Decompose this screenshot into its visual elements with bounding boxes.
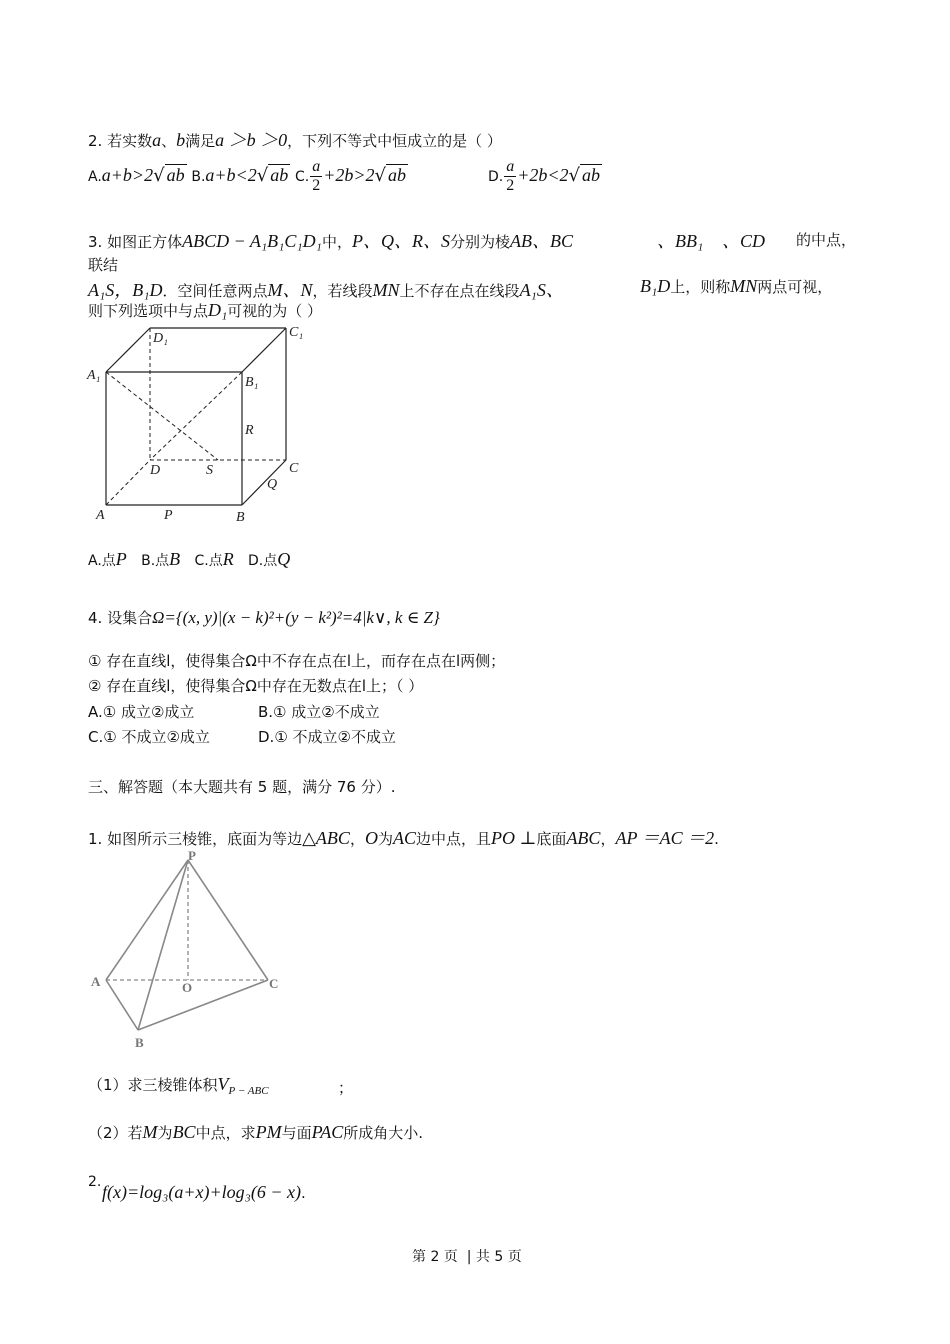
q2-option-c-radicand: ab — [387, 165, 406, 185]
fraction-denominator: 2 — [312, 177, 321, 194]
q2-option-c-label: C. — [294, 169, 310, 185]
p1-comma2: ， — [600, 830, 616, 848]
pyramid-label-a: A — [91, 974, 101, 989]
q3-text-d: 上不存在点在线段 — [399, 282, 520, 300]
q3-option-c-val: R — [222, 549, 234, 569]
p1-abc: ABC — [566, 828, 601, 848]
p1-stem — [88, 824, 719, 850]
pyramid-label-c: C — [269, 976, 279, 991]
q4-item-2: ② 存在直线l，使得集合Ω中存在无数点在l上；（ ） — [88, 677, 424, 695]
q3-options — [88, 549, 290, 570]
p1-sub2-text-a: （2）若 — [88, 1124, 143, 1142]
label-d: D — [150, 463, 161, 478]
q2-option-a-radicand: ab — [166, 165, 185, 185]
q2-option-d-fraction — [504, 158, 516, 195]
q4-option-a: A.① 成立②成立 — [88, 703, 195, 721]
label-r: R — [245, 423, 254, 438]
radical-icon: √ — [568, 165, 581, 186]
q3-mn2: MN — [372, 280, 400, 300]
p2-number: 2. — [88, 1174, 102, 1190]
p1-sub2-text-b: 为 — [157, 1124, 173, 1142]
p1-equation: AP ＝AC ＝2 — [615, 828, 715, 848]
label-a1: A₁ — [87, 368, 101, 383]
q2-mid: 满足 — [185, 132, 216, 150]
q3-seg: A₁S、 — [519, 280, 564, 300]
q3-line3 — [88, 276, 564, 302]
label-d1: D₁ — [153, 331, 168, 346]
fraction-numerator: a — [312, 158, 321, 175]
radical-icon: √ — [153, 165, 165, 186]
q3-text-f: 两点可视， — [757, 278, 833, 296]
label-b: B — [236, 510, 245, 525]
q3-text-b: ．空间任意两点 — [162, 282, 268, 300]
q3-line2: 联结 — [88, 256, 119, 274]
q4-option-b: B.① 成立②不成立 — [258, 703, 380, 721]
q3-prefix: 3. 如图正方体 — [88, 233, 183, 251]
q3-cube-name: ABCD − A₁B₁C₁D₁ — [182, 231, 322, 251]
q4-item-1: ① 存在直线l，使得集合Ω中不存在点在l上，而存在点在l两侧； — [88, 652, 506, 670]
q3-line4-b: 可视的为（ ） — [227, 302, 323, 320]
q2-var-a: a — [152, 130, 162, 150]
q3-line4-a: 则下列选项中与点 — [88, 302, 209, 320]
p2-function: f(x)=log₃(a+x)+log₃(6 − x) — [102, 1182, 302, 1202]
q2-option-c-expr: +2b>2 — [323, 165, 375, 185]
q2-var-b: b — [176, 130, 186, 150]
pyramid-label-b: B — [135, 1035, 144, 1050]
q2-option-d-radicand: ab — [582, 165, 601, 185]
label-a: A — [96, 508, 105, 523]
q2-option-a-expr: a+b>2 — [101, 165, 154, 185]
q2-option-d-label: D. — [488, 169, 504, 185]
q3-option-d: D.点 — [248, 553, 278, 569]
p1-sub2-text-e: 所成角大小. — [343, 1124, 424, 1142]
q2-sep: 、 — [161, 132, 177, 150]
pyramid-diagram — [86, 848, 286, 1053]
q3-point-d1: D₁ — [208, 300, 228, 320]
p1-sub2-pac: PAC — [311, 1122, 344, 1142]
q3-option-a-val: P — [115, 549, 127, 569]
q2-option-c-fraction — [310, 158, 322, 195]
p2-expr — [102, 1182, 306, 1203]
p1-sub1 — [88, 1074, 269, 1097]
q3-mn: M、N — [267, 280, 313, 300]
q3-option-b: B.点 — [141, 553, 170, 569]
radical-icon: √ — [374, 165, 386, 186]
p1-sub2-m: M — [142, 1122, 158, 1142]
q3-edge3: 、BB₁ — [657, 231, 704, 251]
p1-text-c: 为 — [377, 830, 393, 848]
p1-sub1-text: （1）求三棱锥体积 — [88, 1076, 218, 1094]
p1-sub1-v: V — [217, 1074, 229, 1094]
page-footer — [412, 1246, 522, 1266]
q3-seg-a1s: A₁S，B₁D — [88, 280, 163, 300]
footer-total-pages: 共 5 页 — [475, 1249, 522, 1265]
q4-prefix: 4. 设集合 — [88, 609, 153, 627]
label-b1: B₁ — [245, 375, 259, 390]
q3-edges: AB、BC — [509, 231, 573, 251]
fraction-denominator: 2 — [506, 177, 515, 194]
q3-text-c: ，若线段 — [312, 282, 373, 300]
p1-text-e: 底面 — [536, 830, 567, 848]
p1-sub1-subscript: P − ABC — [228, 1085, 269, 1097]
q3-line1 — [88, 227, 573, 253]
q3-points: P、Q、R、S — [351, 231, 450, 251]
q3-mid: 中， — [321, 233, 352, 251]
label-s: S — [206, 463, 213, 478]
q4-option-d: D.① 不成立②不成立 — [258, 728, 396, 746]
p1-comma: ， — [349, 830, 365, 848]
q3-option-d-val: Q — [277, 549, 291, 569]
p1-ac: AC — [392, 828, 416, 848]
footer-separator: | — [466, 1249, 472, 1265]
p1-sub1-end: ； — [338, 1079, 354, 1097]
q2-option-d-expr: +2b<2 — [517, 165, 569, 185]
p1-text-d: 边中点，且 — [415, 830, 491, 848]
q4-stem — [88, 607, 440, 628]
footer-page-number: 第 2 页 — [412, 1249, 458, 1265]
q3-text-e: 上，则称 — [670, 278, 731, 296]
fraction-numerator: a — [506, 158, 515, 175]
section-heading: 三、解答题（本大题共有 5 题，满分 76 分）. — [88, 778, 396, 796]
p1-sub2-bc: BC — [172, 1122, 196, 1142]
q3-option-b-val: B — [169, 549, 181, 569]
p1-stem-a: 1. 如图所示三棱锥，底面为等边 — [88, 830, 303, 848]
q3-line1-end: 的中点， — [796, 231, 857, 249]
q2-stem — [88, 126, 502, 152]
q2-prefix: 2. 若实数 — [88, 132, 153, 150]
q2-option-b-radicand: ab — [270, 165, 289, 185]
p1-period: . — [714, 830, 719, 848]
pyramid-label-p: P — [188, 848, 196, 863]
label-c: C — [289, 461, 299, 476]
label-q: Q — [267, 477, 278, 492]
pyramid-label-o: O — [182, 980, 193, 995]
cube-diagram — [84, 320, 314, 530]
q2-option-b-label: B. — [191, 169, 206, 185]
q2-option-d — [488, 158, 602, 195]
q3-option-c: C.点 — [194, 553, 223, 569]
p1-sub2-pm: PM — [255, 1122, 282, 1142]
q3-option-a: A.点 — [88, 553, 116, 569]
q3-seg2: B₁D — [640, 276, 671, 296]
label-p: P — [164, 508, 173, 523]
p1-sub2-text-d: 与面 — [281, 1124, 312, 1142]
q3-mn3: MN — [730, 276, 758, 296]
q4-option-c: C.① 不成立②成立 — [88, 728, 210, 746]
q2-option-a-label: A. — [88, 169, 102, 185]
q3-edge4: 、CD — [722, 231, 766, 251]
q4-set-expr: Ω={(x, y)|(x − k)²+(y − k²)²=4|k∨, k ∈ Z} — [152, 608, 440, 627]
q2-suffix: ，下列不等式中恒成立的是（ ） — [287, 132, 502, 150]
q2-condition: a ＞b ＞0 — [215, 130, 288, 150]
radical-icon: √ — [256, 165, 269, 186]
q3-mid2: 分别为棱 — [449, 233, 510, 251]
p1-o: O — [364, 828, 378, 848]
p1-po: PO ⊥ — [491, 828, 537, 848]
p1-sub2 — [88, 1122, 423, 1143]
p1-triangle: △ABC — [302, 828, 350, 848]
q2-option-b-expr: a+b<2 — [205, 165, 257, 185]
label-c1: C₁ — [289, 325, 304, 340]
q3-line3-tail — [640, 276, 832, 297]
p2-end: . — [301, 1184, 306, 1202]
p1-sub2-text-c: 中点，求 — [195, 1124, 256, 1142]
q3-line4 — [88, 300, 322, 321]
q2-options — [88, 158, 408, 195]
